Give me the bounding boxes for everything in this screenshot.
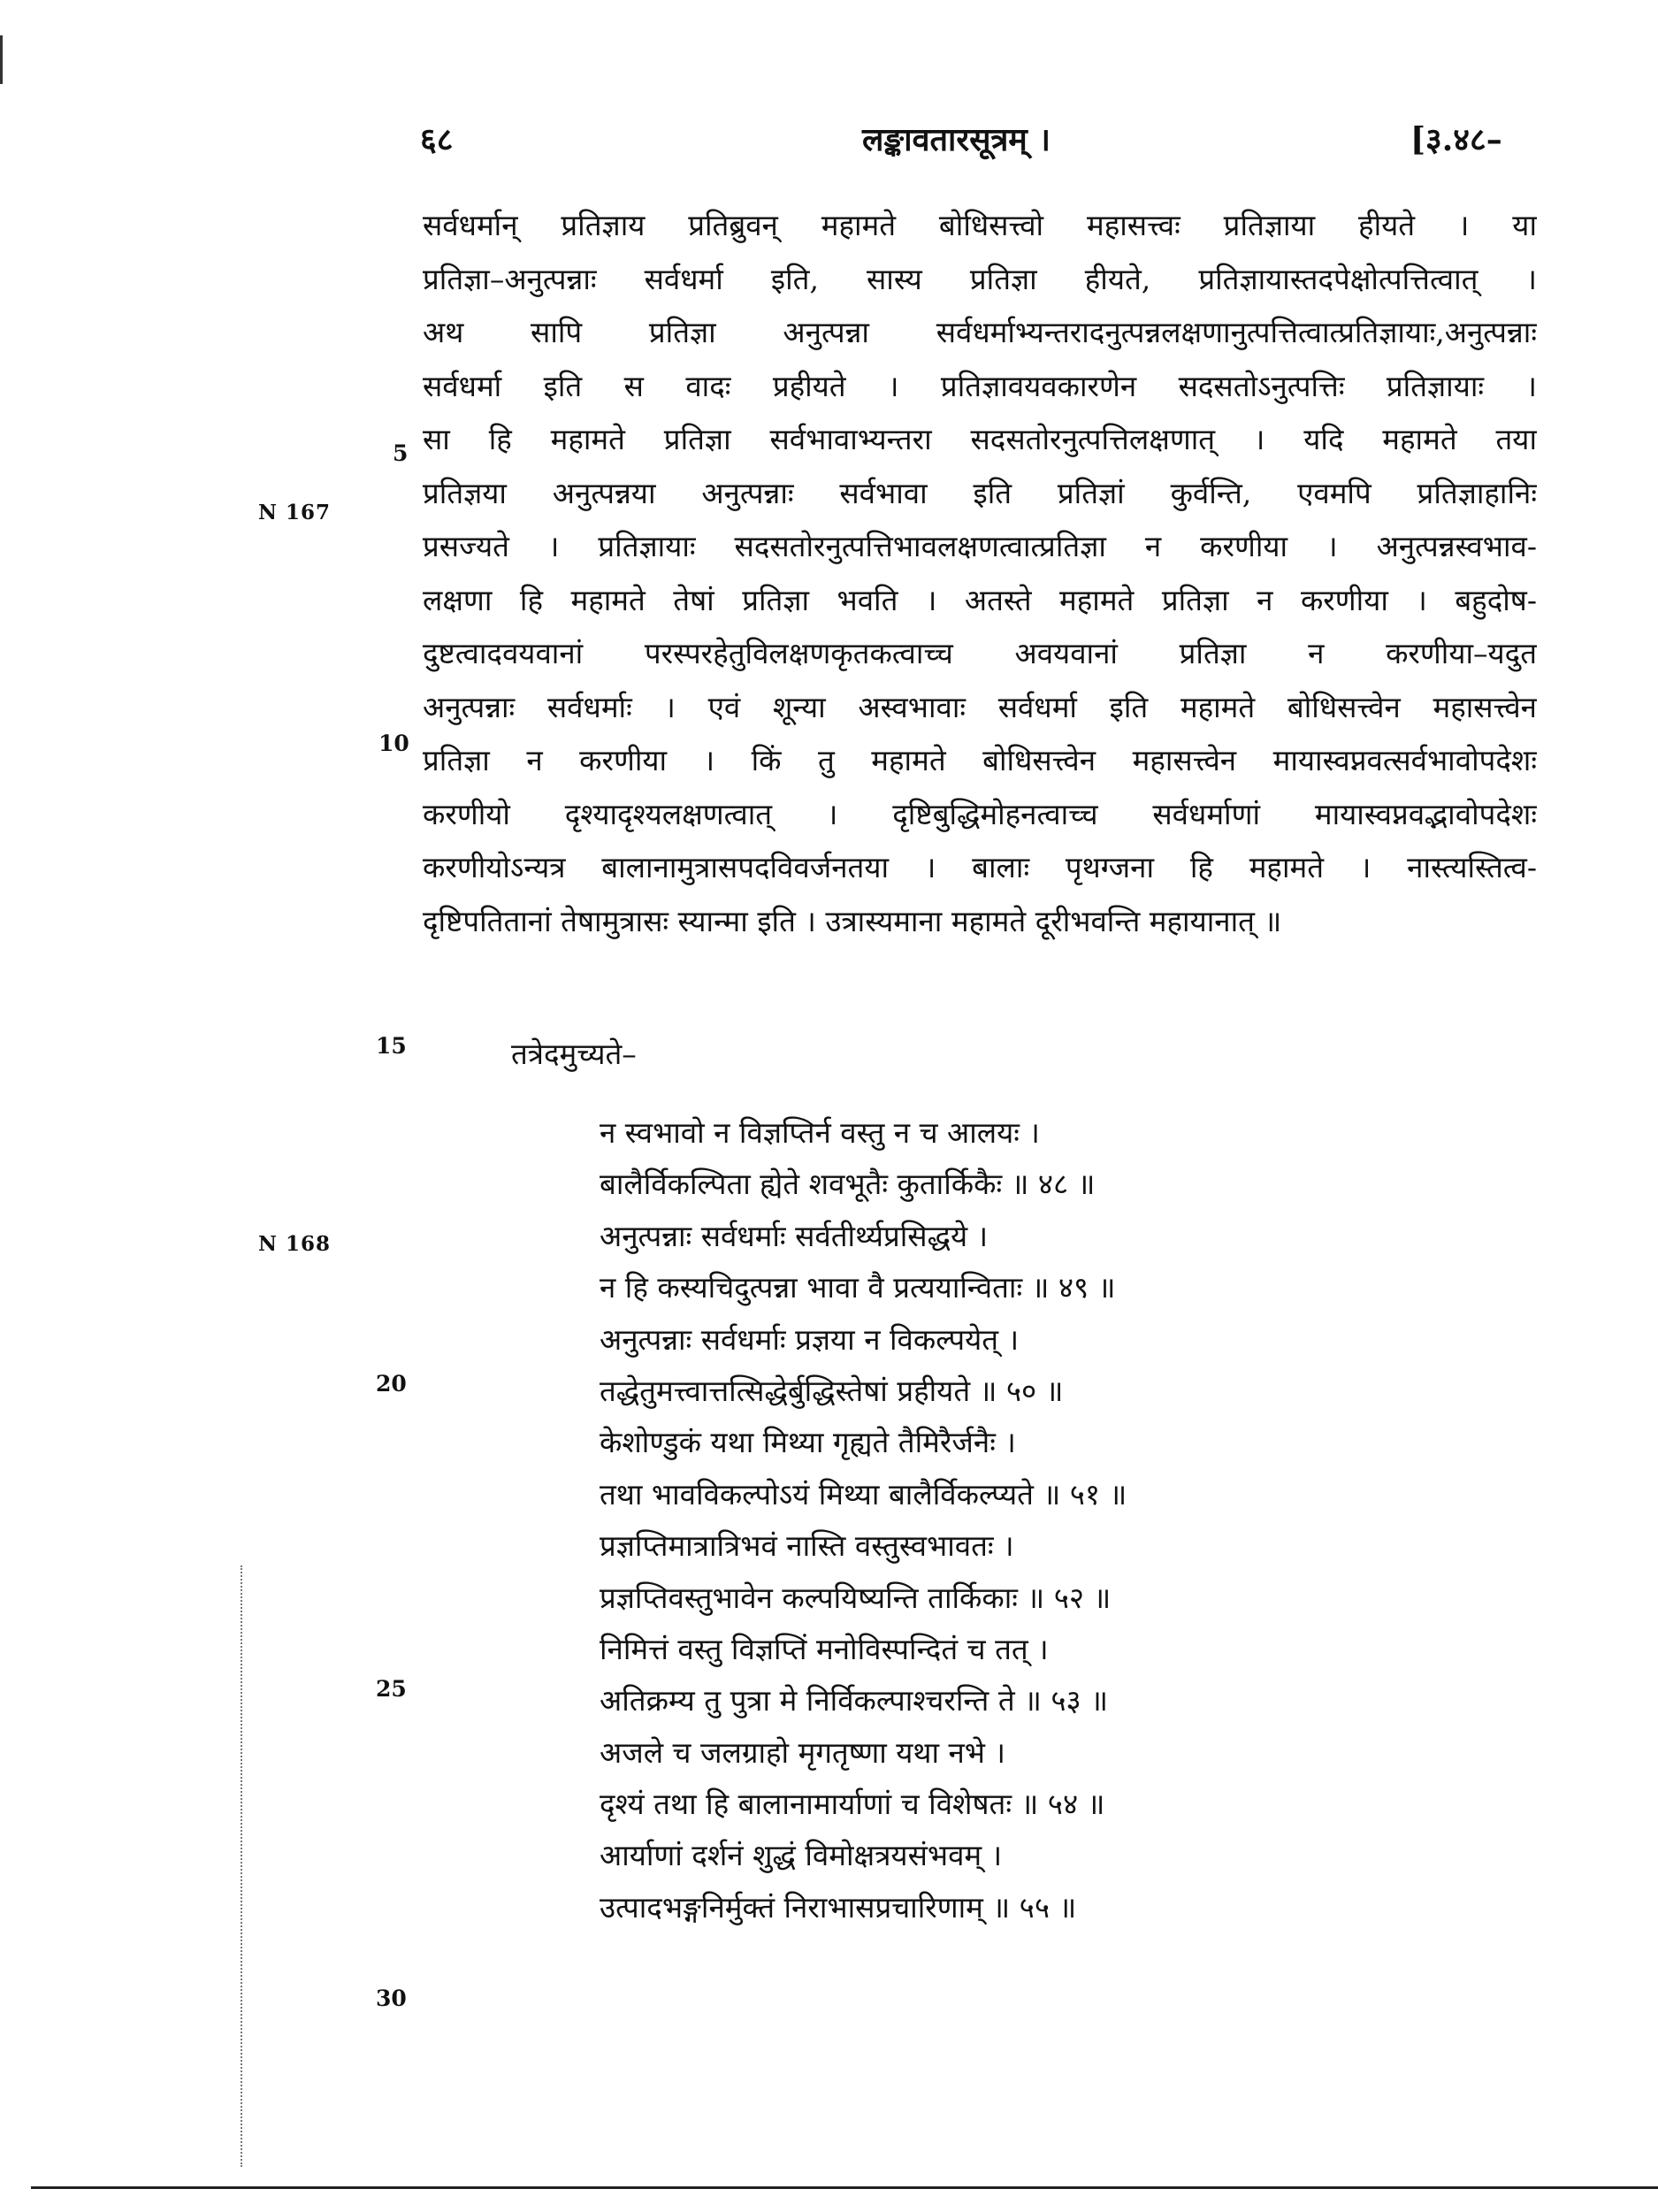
prose-line: सर्वधर्मा इति स वादः प्रहीयते । प्रतिज्ञावयवकारणेन सदसतोऽनुत्पत्तिः प्रतिज्ञायाः । [423, 368, 1537, 403]
prose-line: करणीयोऽन्यत्र बालानामुत्रासपदविवर्जनतया । बालाः पृथग्जना हि महामते । नास्त्यस्तित्व- [423, 850, 1537, 884]
prose-paragraph [423, 199, 1537, 948]
prose-line: करणीयो दृश्यादृश्यलक्षणत्वात् । दृष्टिबुद्धिमोहनत्वाच्च सर्वधर्माणां मायास्वप्नवद्भावोपदेशः [423, 796, 1537, 831]
prose-line: प्रतिज्ञा न करणीया । किं तु महामते बोधिसत्त्वेन महासत्त्वेन मायास्वप्नवत्सर्वभावोपदेशः [423, 743, 1537, 777]
scan-edge-mark [0, 35, 3, 84]
verse-line: दृश्यं तथा हि बालानामार्याणां च विशेषतः ॥ ५४ ॥ [600, 1787, 1105, 1822]
page-number: ६८ [420, 121, 454, 158]
prose-line: प्रतिज्ञया अनुत्पन्नया अनुत्पन्नाः सर्वभावा इति प्रतिज्ञां कुर्वन्ति, एवमपि प्रतिज्ञाहानिः [423, 475, 1537, 510]
verse-line: अनुत्पन्नाः सर्वधर्माः प्रज्ञया न विकल्पयेत् । [600, 1321, 1020, 1357]
verse-line: न हि कस्यचिदुत्पन्ना भावा वै प्रत्ययान्विताः ॥ ४९ ॥ [600, 1270, 1116, 1305]
verse-line: निमित्तं वस्तु विज्ञप्तिं मनोविस्पन्दितं च तत् । [600, 1631, 1049, 1666]
manuscript-reference: N 167 [258, 501, 332, 524]
verse-line: अतिक्रम्य तु पुत्रा मे निर्विकल्पाश्चरन्ति ते ॥ ५३ ॥ [600, 1683, 1108, 1718]
verse-line: केशोण्डुकं यथा मिथ्या गृह्यते तैमिरैर्जनैः । [600, 1425, 1016, 1460]
line-number: 30 [376, 1986, 407, 2011]
verse-line: प्रज्ञप्तिवस्तुभावेन कल्पयिष्यन्ति तार्किकाः ॥ ५२ ॥ [600, 1580, 1112, 1615]
line-number: 5 [393, 440, 409, 466]
verse-block [600, 1107, 1572, 1933]
prose-line: अनुत्पन्नाः सर्वधर्माः । एवं शून्या अस्वभावाः सर्वधर्मा इति महामते बोधिसत्त्वेन महासत्त्वेन [423, 689, 1537, 724]
verse-line: तथा भावविकल्पोऽयं मिथ्या बालैर्विकल्प्यते ॥ ५१ ॥ [600, 1476, 1127, 1512]
verse-line: अनुत्पन्नाः सर्वधर्माः सर्वतीर्थ्यप्रसिद्धये । [600, 1218, 989, 1253]
verse-introduction: तत्रेदमुच्यते– [511, 1037, 637, 1071]
prose-line: दृष्टिपतितानां तेषामुत्रासः स्यान्मा इति । उत्रास्यमाना महामते दूरीभवन्ति महायानात् ॥ [423, 903, 1282, 938]
prose-line: प्रतिज्ञा–अनुत्पन्नाः सर्वधर्मा इति, सास्य प्रतिज्ञा हीयते, प्रतिज्ञायास्तदपेक्षोत्पत्तित्वात् । [423, 261, 1537, 296]
verse-line: आर्याणां दर्शनं शुद्धं विमोक्षत्रयसंभवम् । [600, 1838, 1003, 1873]
verse-line: न स्वभावो न विज्ञप्तिर्न वस्तु न च आलयः । [600, 1115, 1040, 1150]
line-number: 15 [376, 1033, 407, 1059]
prose-line: लक्षणा हि महामते तेषां प्रतिज्ञा भवति । अतस्ते महामते प्रतिज्ञा न करणीया । बहुदोष- [423, 582, 1537, 617]
prose-line: सा हि महामते प्रतिज्ञा सर्वभावाभ्यन्तरा सदसतोरनुत्पत्तिलक्षणात् । यदि महामते तया [423, 422, 1537, 456]
bottom-rule [31, 2186, 1658, 2189]
prose-line: प्रसज्यते । प्रतिज्ञायाः सदसतोरनुत्पत्तिभावलक्षणत्वात्प्रतिज्ञा न करणीया । अनुत्पन्नस्वभाव- [423, 529, 1537, 563]
line-number: 25 [376, 1676, 407, 1702]
scan-binding-speckle [241, 1565, 246, 2167]
prose-line: सर्वधर्मान् प्रतिज्ञाय प्रतिब्रुवन् महामते बोधिसत्त्वो महासत्त्वः प्रतिज्ञाया हीयते । या [423, 208, 1537, 242]
line-number: 20 [376, 1371, 407, 1397]
prose-line: दुष्टत्वादवयवानां परस्परहेतुविलक्षणकृतकत्वाच्च अवयवानां प्रतिज्ञा न करणीया–यदुत [423, 636, 1537, 670]
verse-line: तद्धेतुमत्त्वात्तत्सिद्धेर्बुद्धिस्तेषां प्रहीयते ॥ ५० ॥ [600, 1373, 1064, 1408]
manuscript-reference: N 168 [258, 1232, 332, 1256]
verse-line: अजले च जलग्राहो मृगतृष्णा यथा नभे । [600, 1734, 1006, 1770]
verse-line: प्रज्ञप्तिमात्रात्रिभवं नास्ति वस्तुस्वभावतः । [600, 1528, 1014, 1564]
prose-line: अथ सापि प्रतिज्ञा अनुत्पन्ना सर्वधर्माभ्यन्तरादनुत्पन्नलक्षणानुत्पत्तित्वात्प्रतिज्ञायाः,अनुत्पन्नाः [423, 315, 1537, 349]
running-header [0, 117, 1658, 170]
running-title: लङ्कावतारसूत्रम् । [862, 121, 1051, 158]
line-number: 10 [378, 731, 409, 756]
section-reference: [३.४८– [1410, 121, 1502, 158]
verse-line: बालैर्विकल्पिता ह्येते शवभूतैः कुतार्किकैः ॥ ४८ ॥ [600, 1167, 1096, 1202]
verse-line: उत्पादभङ्गनिर्मुक्तं निराभासप्रचारिणाम् ॥ ५५ ॥ [600, 1889, 1077, 1925]
